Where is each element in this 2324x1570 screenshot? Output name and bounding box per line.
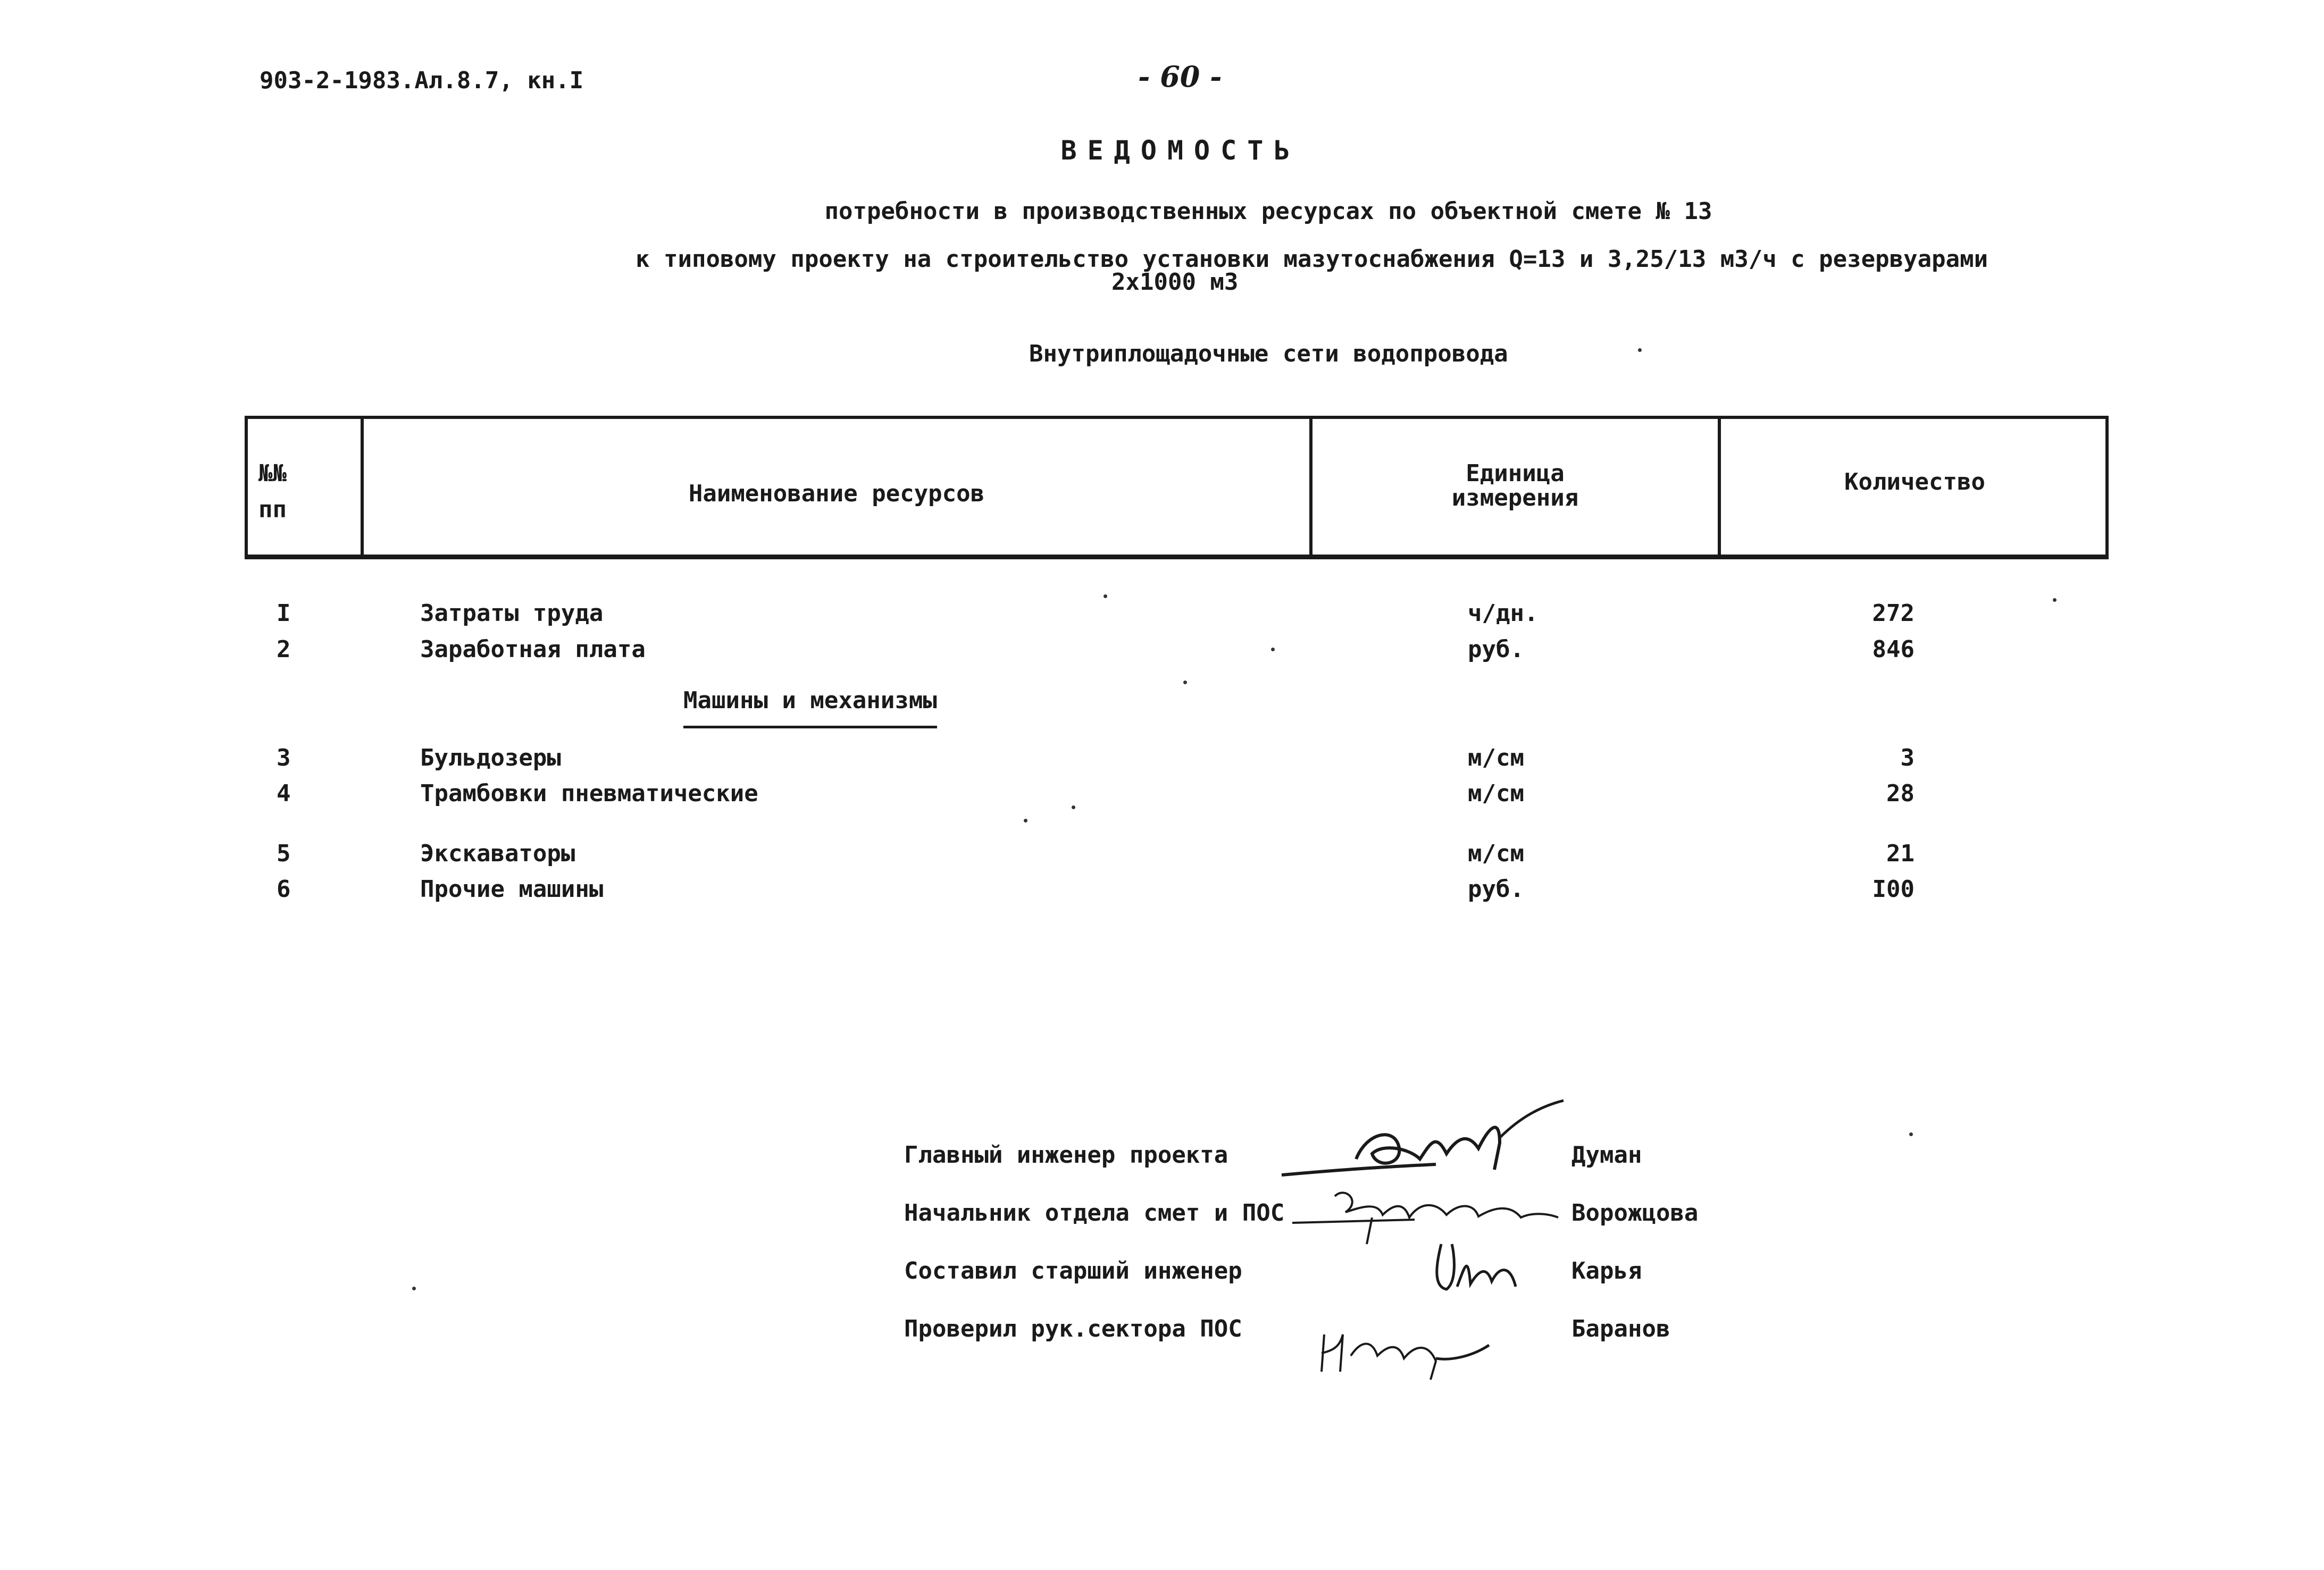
signature-name: Карья <box>1571 1257 1642 1284</box>
document-code: 903-2-1983.Ал.8.7, кн.I <box>260 67 584 94</box>
row-qty: I00 <box>1872 876 1915 903</box>
row-qty: 272 <box>1872 600 1915 627</box>
row-num: 3 <box>277 744 291 771</box>
row-num: 6 <box>277 876 291 903</box>
signature-row <box>0 1257 2324 1289</box>
section-heading: Внутриплощадочные сети водопровода <box>1029 340 1508 367</box>
signature-row <box>0 1199 2324 1231</box>
signature-role: Составил старший инженер <box>904 1257 1242 1284</box>
signature-row <box>0 1141 2324 1173</box>
page-number: - 60 - <box>1138 60 1222 94</box>
table-header <box>245 416 2109 559</box>
table-row <box>0 744 2324 776</box>
header-unit-line-2: измерения <box>1451 484 1579 511</box>
scan-speck <box>1072 805 1075 809</box>
subtitle-line-3: 2x1000 м3 <box>1111 268 1239 296</box>
row-num: 2 <box>277 636 291 663</box>
scan-speck <box>1638 348 1642 352</box>
table-row <box>0 636 2324 668</box>
document-title: ВЕДОМОСТЬ <box>1060 135 1301 166</box>
header-num-line-1: №№ <box>258 460 287 487</box>
scan-speck <box>1909 1132 1913 1136</box>
scan-speck <box>412 1287 416 1290</box>
table-row <box>0 780 2324 812</box>
row-unit: руб. <box>1468 876 1524 903</box>
row-name: Бульдозеры <box>420 744 561 771</box>
header-num-line-2: пп <box>258 496 287 523</box>
row-unit: ч/дн. <box>1468 600 1539 627</box>
header-num <box>258 461 338 522</box>
row-num: 5 <box>277 840 291 867</box>
subtitle-line-2: к типовому проекту на строительство установки мазутоснабжения Q=13 и 3,25/13 м3/ч с резервуарами <box>636 246 1988 273</box>
row-unit: м/см <box>1468 840 1524 867</box>
signature-row <box>0 1315 2324 1347</box>
row-name: Прочие машины <box>420 876 604 903</box>
signature-role: Начальник отдела смет и ПОС <box>904 1199 1285 1227</box>
row-qty: 3 <box>1900 744 1915 771</box>
row-num: 4 <box>277 780 291 807</box>
scan-speck <box>2053 598 2057 602</box>
handwritten-signature-4 <box>1314 1313 1494 1382</box>
group-label: Машины и механизмы <box>683 687 937 728</box>
table-row <box>0 600 2324 632</box>
scan-speck <box>1183 681 1187 684</box>
scan-speck <box>1024 819 1027 822</box>
row-name: Заработная плата <box>420 636 646 663</box>
table-row <box>0 840 2324 872</box>
subtitle-line-1: потребности в производственных ресурсах по объектной смете № 13 <box>824 198 1712 225</box>
signature-name: Думан <box>1571 1141 1642 1169</box>
scan-speck <box>1104 594 1107 598</box>
header-qty: Количество <box>1844 468 1985 496</box>
row-unit: руб. <box>1468 636 1524 663</box>
row-name: Затраты труда <box>420 600 604 627</box>
row-unit: м/см <box>1468 744 1524 771</box>
row-name: Трамбовки пневматические <box>420 780 758 807</box>
header-unit-line-1: Единица <box>1466 460 1565 487</box>
scan-speck <box>1271 648 1275 651</box>
signature-name: Баранов <box>1571 1315 1670 1342</box>
row-qty: 846 <box>1872 636 1915 663</box>
signature-role: Главный инженер проекта <box>904 1141 1228 1169</box>
row-qty: 21 <box>1886 840 1915 867</box>
handwritten-signature-3 <box>1425 1233 1521 1297</box>
table-row <box>0 876 2324 908</box>
row-qty: 28 <box>1886 780 1915 807</box>
row-num: I <box>277 600 291 627</box>
header-name: Наименование ресурсов <box>688 480 985 507</box>
row-unit: м/см <box>1468 780 1524 807</box>
header-unit <box>1313 461 1718 510</box>
signature-role: Проверил рук.сектора ПОС <box>904 1315 1242 1342</box>
row-name: Экскаваторы <box>420 840 575 867</box>
signature-name: Ворожцова <box>1571 1199 1699 1227</box>
handwritten-signature-1 <box>1276 1095 1574 1186</box>
